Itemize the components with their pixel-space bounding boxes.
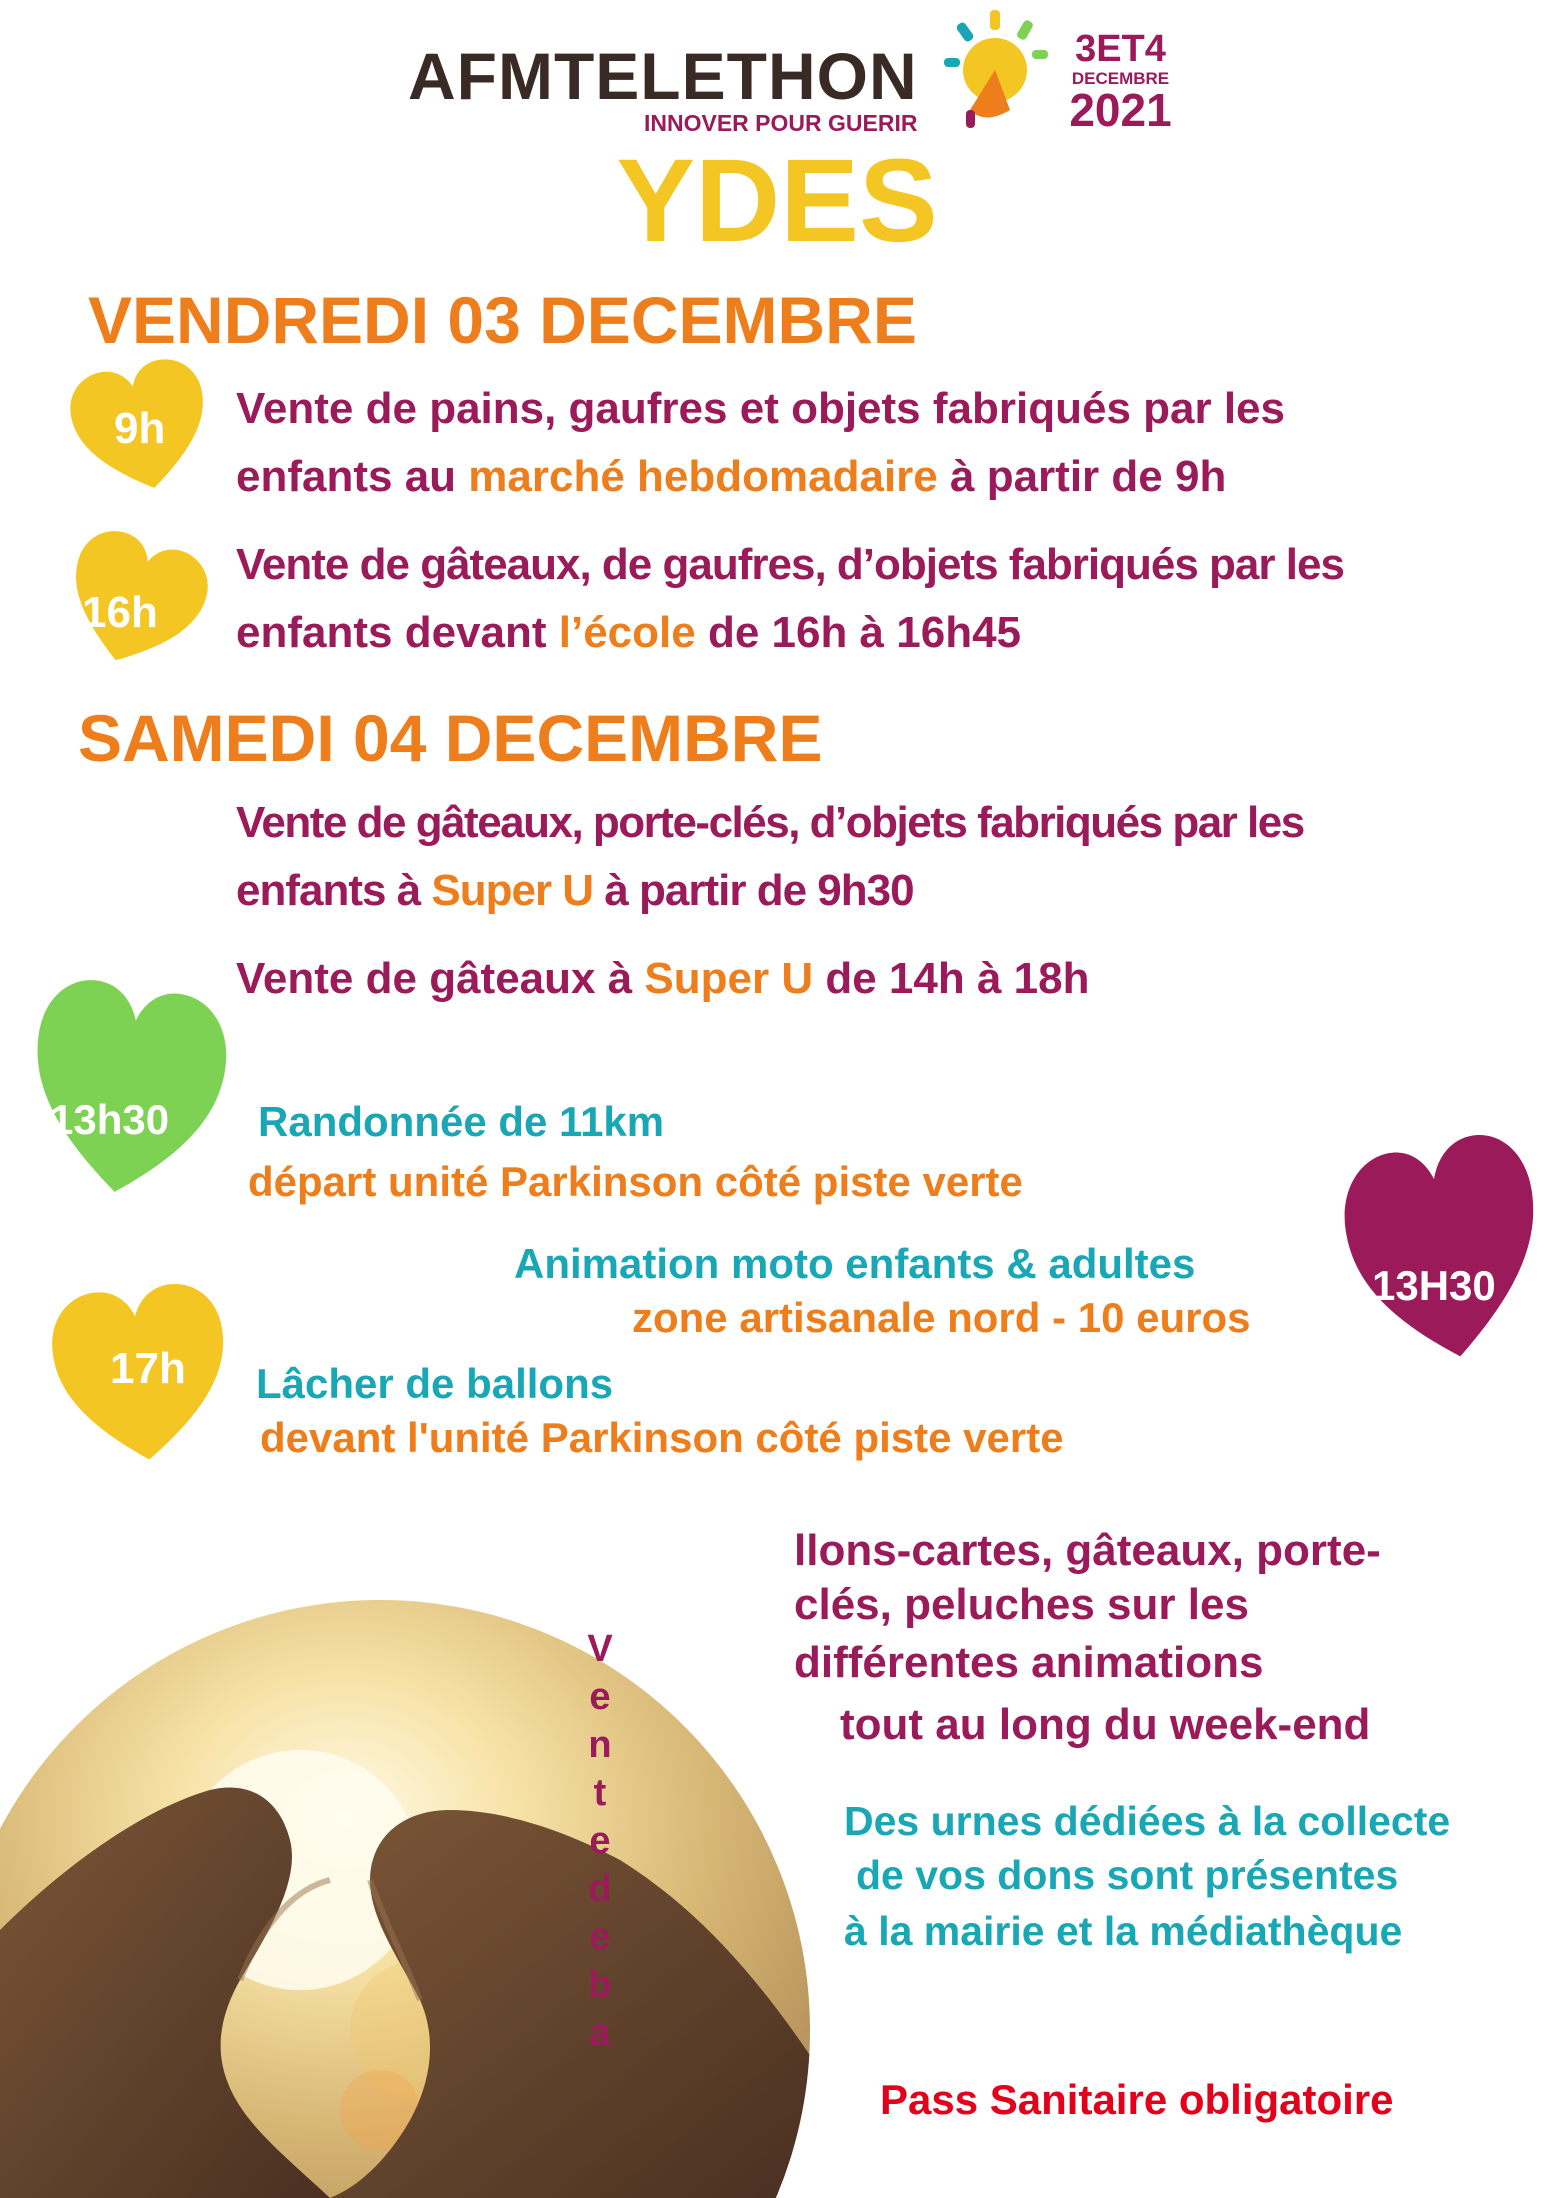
vertical-letter: e (589, 1916, 611, 1958)
date-year: 2021 (1069, 84, 1172, 136)
place-highlight: Super U (431, 866, 594, 915)
text: enfants à (236, 866, 432, 915)
place-highlight: marché hebdomadaire (468, 452, 938, 501)
heart-hands-photo (0, 1510, 820, 2198)
date-days: 3ET4 (1075, 28, 1166, 70)
friday-item-1-line1: Vente de pains, gaufres et objets fabriqués par les (236, 384, 1285, 433)
saturday-sale-2 (236, 954, 1089, 1004)
friday-item-2-line2 (236, 608, 1021, 658)
extra-sales-line-1: llons-cartes, gâteaux, porte- (794, 1526, 1381, 1575)
friday-heading: VENDREDI 03 DECEMBRE (88, 283, 917, 357)
friday-item-1-line2 (236, 452, 1226, 502)
vertical-letter: b (588, 1964, 612, 2006)
time-label: 13h30 (50, 1096, 170, 1143)
logo-tagline: INNOVER POUR GUERIR (644, 110, 918, 136)
saturday-heading: SAMEDI 04 DECEMBRE (78, 701, 823, 775)
urns-line-3: à la mairie et la médiathèque (844, 1908, 1403, 1954)
moto-title: Animation moto enfants & adultes (514, 1240, 1196, 1287)
saturday-sale-1-line2 (236, 866, 914, 916)
vertical-letter: d (588, 1868, 612, 1910)
friday-item-2-line1: Vente de gâteaux, de gaufres, d’objets fabriqués par les (236, 540, 1344, 589)
hike-title: Randonnée de 11km (258, 1098, 665, 1145)
balloons-place: devant l'unité Parkinson côté piste verte (260, 1414, 1064, 1461)
sun-icon (940, 10, 1050, 130)
date-badge (1053, 28, 1188, 136)
text: enfants devant (236, 608, 559, 657)
time-label: 13H30 (1372, 1262, 1496, 1309)
afm-telethon-logo (408, 28, 1188, 138)
text: Vente de gâteaux à (236, 954, 645, 1003)
heart-icon (22, 972, 232, 1212)
logo-wordmark: AFMTELETHON (408, 39, 918, 113)
balloons-title: Lâcher de ballons (256, 1360, 614, 1407)
urns-line-2: de vos dons sont présentes (856, 1852, 1399, 1898)
heart-icon (1340, 1128, 1550, 1378)
vertical-letter: e (589, 1676, 611, 1718)
urns-line-1: Des urnes dédiées à la collecte (844, 1798, 1451, 1844)
vertical-letter: n (588, 1724, 612, 1766)
text: de 14h à 18h (813, 954, 1090, 1003)
hike-place: départ unité Parkinson côté piste verte (248, 1158, 1023, 1205)
vertical-letter: a (589, 2012, 611, 2054)
date-month: DECEMBRE (1071, 69, 1170, 88)
place-highlight: Super U (644, 954, 814, 1003)
vertical-letter: t (593, 1772, 607, 1814)
vertical-letter: V (587, 1628, 613, 1670)
place-highlight: l’école (558, 608, 696, 657)
text: à partir de 9h (937, 452, 1227, 501)
vertical-letter: e (589, 1820, 611, 1862)
text: à partir de 9h30 (593, 866, 914, 915)
extra-sales-line-4: tout au long du week-end (840, 1700, 1371, 1749)
time-label: 16h (82, 588, 158, 637)
text: de 16h à 16h45 (695, 608, 1022, 657)
pass-sanitaire-notice: Pass Sanitaire obligatoire (880, 2076, 1394, 2123)
moto-place: zone artisanale nord - 10 euros (632, 1294, 1251, 1341)
extra-sales-line-3: différentes animations (794, 1638, 1264, 1687)
town-title: YDES (616, 135, 938, 267)
time-label: 9h (114, 404, 166, 453)
text: enfants au (236, 452, 469, 501)
extra-sales-line-2: clés, peluches sur les (794, 1580, 1249, 1629)
vertical-text-vente (580, 1628, 620, 2060)
saturday-sale-1-line1: Vente de gâteaux, porte-clés, d’objets fabriqués par les (236, 798, 1304, 847)
time-label: 17h (110, 1344, 186, 1393)
